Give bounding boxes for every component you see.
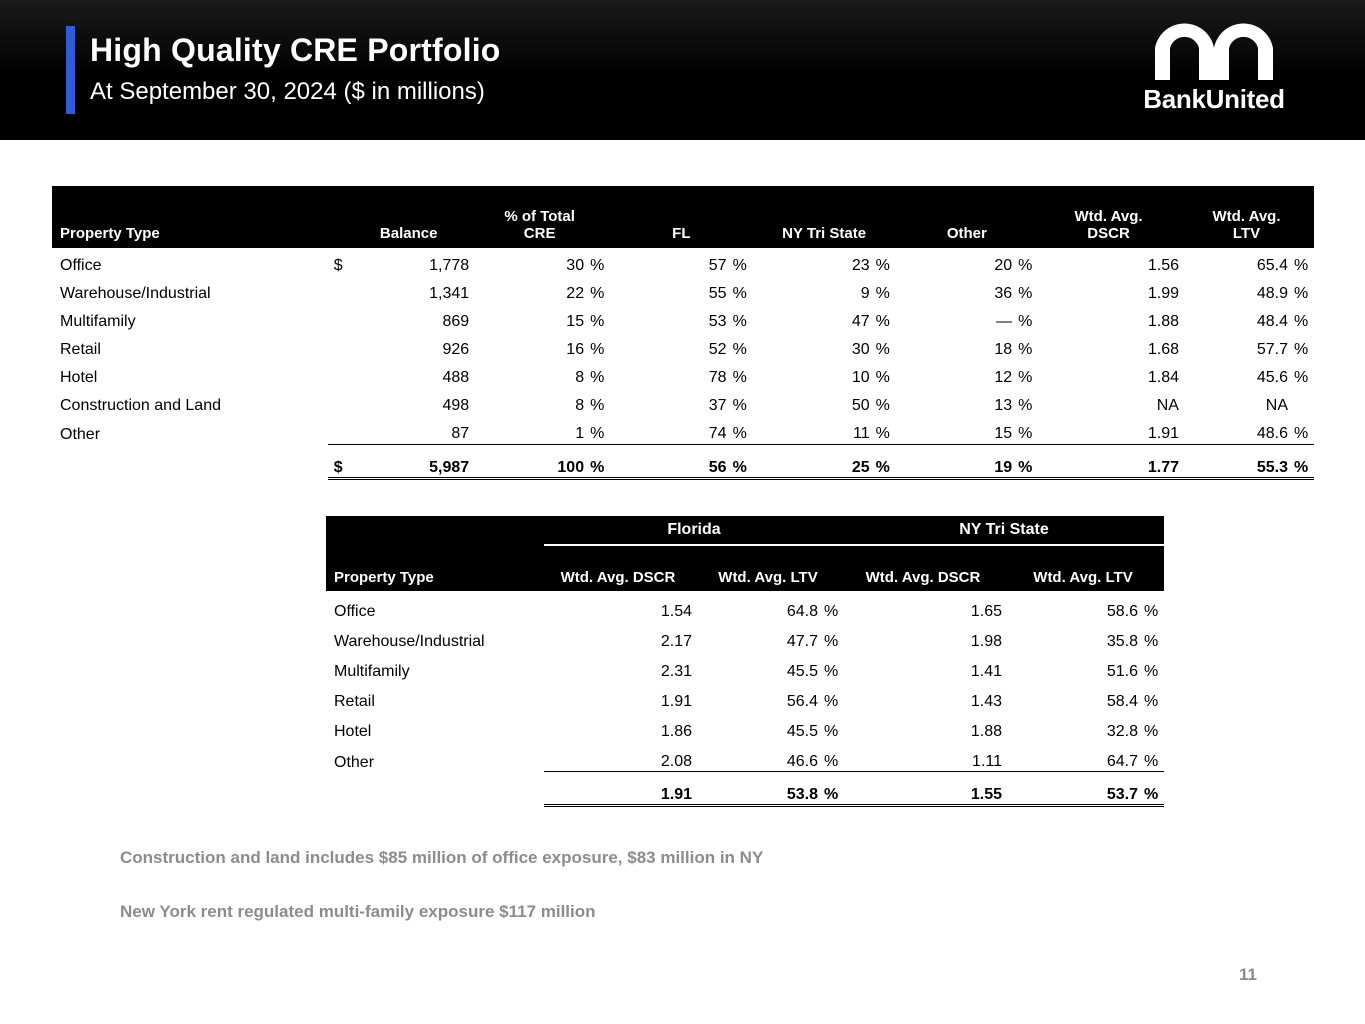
th-pct-total-cre	[469, 186, 610, 248]
cell-ny: 10 %	[851, 369, 890, 386]
cell-fl-dscr: 1.86	[660, 723, 692, 740]
table-row	[326, 741, 1164, 772]
regional-dscr-ltv-table	[326, 516, 1164, 807]
cell-dscr: 1.56	[1147, 257, 1179, 274]
cell-fl: 74 %	[708, 425, 747, 442]
table-row	[326, 711, 1164, 741]
cell-ltv: 57.7 %	[1256, 341, 1309, 358]
table-row	[52, 304, 1314, 332]
table2-group-header-row	[326, 516, 1164, 545]
row-label: Office	[334, 603, 376, 620]
page-title: High Quality CRE Portfolio	[90, 32, 501, 68]
cell-ny-dscr: 1.88	[970, 723, 1002, 740]
cell-ny-dscr: 1.65	[970, 603, 1002, 620]
cell-dscr: 1.68	[1147, 341, 1179, 358]
cell-ny-ltv: 64.7 %	[1106, 753, 1159, 770]
table2-total-row	[326, 772, 1164, 806]
currency-symbol	[328, 332, 348, 360]
slide-header	[0, 0, 1365, 140]
cell-other: 18 %	[994, 341, 1033, 358]
th2-ny-dscr-line1: Wtd. Avg.	[865, 568, 934, 586]
table-row	[326, 681, 1164, 711]
cell-fl: 37 %	[708, 397, 747, 414]
currency-symbol	[328, 276, 348, 304]
cre-portfolio-summary-table	[52, 186, 1314, 480]
currency-symbol	[328, 360, 348, 388]
row-label: Other	[334, 753, 375, 771]
bankunited-logo	[1129, 18, 1299, 123]
th-ltv-line1: Wtd. Avg.	[1212, 207, 1281, 225]
cell-pct-cre: 22 %	[566, 285, 605, 302]
cell-fl-ltv: 47.7 %	[786, 633, 839, 650]
cell-fl: 52 %	[708, 341, 747, 358]
cell-other: 20 %	[994, 257, 1033, 274]
cell-balance: 488	[442, 369, 470, 386]
th-other: Other	[896, 186, 1038, 248]
total-pct-cre: 100 %	[469, 445, 610, 479]
footnote-rent-regulated: New York rent regulated multi-family exposure $117 million	[120, 902, 596, 921]
cell-pct-cre: 8 %	[575, 369, 605, 386]
row-label: Retail	[60, 341, 101, 358]
th2-fl-dscr-line1: Wtd. Avg.	[560, 568, 629, 586]
table-row	[52, 332, 1314, 360]
cell-other: — %	[996, 313, 1033, 330]
cell-fl: 78 %	[708, 369, 747, 386]
th-fl: FL	[610, 186, 752, 248]
table-row	[52, 388, 1314, 416]
row-label: Retail	[334, 693, 375, 710]
cell-ny-ltv: 58.6 %	[1106, 603, 1159, 620]
cell-pct-cre: 8 %	[575, 397, 605, 414]
cell-ltv: 48.6 %	[1256, 425, 1309, 442]
cell-balance: 869	[442, 313, 470, 330]
cell-dscr: 1.91	[1147, 425, 1179, 442]
cell-pct-cre: 15 %	[566, 313, 605, 330]
total-fl-ltv: 53.8 %	[692, 772, 844, 806]
cell-ny: 23 %	[851, 257, 890, 274]
cell-ny-ltv: 51.6 %	[1106, 663, 1159, 680]
cell-fl-ltv: 45.5 %	[786, 723, 839, 740]
th-ny-tri-state: NY Tri State	[753, 186, 896, 248]
page-number: 11	[1239, 965, 1257, 984]
table-row	[326, 621, 1164, 651]
cell-fl-dscr: 2.17	[660, 633, 692, 650]
total-fl: 56 %	[610, 445, 752, 479]
currency-symbol	[328, 304, 348, 332]
page-subtitle: At September 30, 2024 ($ in millions)	[90, 78, 485, 105]
arches-icon	[1155, 18, 1273, 80]
cell-other: 13 %	[994, 397, 1033, 414]
th-balance: Balance	[348, 186, 469, 248]
table-row	[52, 276, 1314, 304]
table1-total-row	[52, 445, 1314, 479]
table2-header-row	[326, 545, 1164, 591]
cell-balance: 1,778	[429, 257, 470, 274]
group-florida: Florida	[544, 516, 844, 545]
total-other: 19 %	[896, 445, 1038, 479]
total-currency-symbol: $	[328, 445, 348, 479]
cell-fl-ltv: 64.8 %	[786, 603, 839, 620]
footnote-construction-land: Construction and land includes $85 million of office exposure, $83 million in NY	[120, 848, 764, 867]
header-accent-bar	[66, 26, 75, 114]
th-wtd-avg-dscr	[1038, 186, 1179, 248]
row-label: Warehouse/Industrial	[334, 633, 485, 650]
cell-fl-dscr: 2.31	[660, 663, 692, 680]
cell-fl-ltv: 46.6 %	[786, 753, 839, 770]
th-ltv-line2: LTV	[1232, 224, 1261, 242]
table-row	[52, 248, 1314, 276]
cell-other: 15 %	[994, 425, 1033, 442]
cell-dscr: 1.99	[1147, 285, 1179, 302]
cell-ltv: 48.4 %	[1256, 313, 1309, 330]
cell-ltv: NA	[1265, 397, 1288, 414]
cell-ltv: 45.6 %	[1256, 369, 1309, 386]
total-balance: 5,987	[348, 445, 469, 479]
cell-dscr: 1.88	[1147, 313, 1179, 330]
row-label: Hotel	[334, 723, 372, 740]
total-label	[326, 772, 544, 806]
table-row	[52, 416, 1314, 445]
total-label	[52, 445, 328, 479]
cell-fl: 55 %	[708, 285, 747, 302]
cell-ny-ltv: 58.4 %	[1106, 693, 1159, 710]
th-pct-total-cre-line2: CRE	[523, 224, 556, 242]
cell-ny: 50 %	[851, 397, 890, 414]
cell-balance: 926	[442, 341, 470, 358]
th-pct-total-cre-line1: % of Total	[504, 207, 575, 225]
cell-fl-dscr: 1.91	[660, 693, 692, 710]
cell-fl-dscr: 2.08	[660, 753, 692, 770]
cell-dscr: NA	[1156, 397, 1179, 414]
cell-pct-cre: 16 %	[566, 341, 605, 358]
row-label: Multifamily	[334, 663, 410, 680]
currency-symbol	[328, 388, 348, 416]
cell-ny-dscr: 1.98	[970, 633, 1002, 650]
cell-balance: 1,341	[429, 285, 470, 302]
row-label: Office	[60, 257, 102, 274]
cell-fl: 53 %	[708, 313, 747, 330]
cell-ny-dscr: 1.43	[970, 693, 1002, 710]
cell-balance: 498	[442, 397, 470, 414]
group-ny-tri-state: NY Tri State	[844, 516, 1164, 545]
cell-fl-ltv: 56.4 %	[786, 693, 839, 710]
cell-pct-cre: 1 %	[575, 425, 605, 442]
th2-ny-dscr-line2: DSCR	[937, 568, 981, 586]
table-row	[326, 591, 1164, 621]
th2-property-type: Property Type	[326, 545, 544, 591]
row-label: Hotel	[60, 369, 98, 386]
row-label: Multifamily	[60, 313, 136, 330]
cell-other: 12 %	[994, 369, 1033, 386]
cell-fl-ltv: 45.5 %	[786, 663, 839, 680]
total-dscr: 1.77	[1038, 445, 1179, 479]
cell-ny-dscr: 1.11	[972, 753, 1002, 770]
th2-fl-dscr-line2: DSCR	[632, 568, 676, 586]
row-label: Construction and Land	[60, 397, 221, 414]
table-row	[52, 360, 1314, 388]
cell-ltv: 48.9 %	[1256, 285, 1309, 302]
total-ny-ltv: 53.7 %	[1002, 772, 1164, 806]
cell-ny-ltv: 35.8 %	[1106, 633, 1159, 650]
cell-other: 36 %	[994, 285, 1033, 302]
cell-balance: 87	[451, 425, 470, 442]
row-label: Warehouse/Industrial	[60, 285, 211, 302]
total-fl-dscr: 1.91	[544, 772, 692, 806]
cell-ny: 30 %	[851, 341, 890, 358]
total-ny: 25 %	[753, 445, 896, 479]
cell-fl-dscr: 1.54	[660, 603, 692, 620]
cell-dscr: 1.84	[1147, 369, 1179, 386]
cell-ny-ltv: 32.8 %	[1106, 723, 1159, 740]
currency-symbol	[328, 416, 348, 445]
th-wtd-avg-ltv	[1179, 186, 1314, 248]
th-dscr-line1: Wtd. Avg.	[1074, 207, 1143, 225]
cell-ny-dscr: 1.41	[970, 663, 1002, 680]
currency-symbol: $	[333, 257, 343, 274]
cell-ny: 9 %	[860, 285, 890, 302]
cell-ny: 47 %	[851, 313, 890, 330]
th2-ny-ltv: Wtd. Avg. LTV	[1002, 545, 1164, 591]
row-label: Other	[60, 425, 101, 443]
cell-ltv: 65.4 %	[1256, 257, 1309, 274]
total-ny-dscr: 1.55	[844, 772, 1002, 806]
total-ltv: 55.3 %	[1179, 445, 1314, 479]
cell-fl: 57 %	[708, 257, 747, 274]
th2-fl-ltv: Wtd. Avg. LTV	[692, 545, 844, 591]
table1-header-row	[52, 186, 1314, 248]
cell-pct-cre: 30 %	[566, 257, 605, 274]
group-spacer	[326, 516, 544, 545]
cell-ny: 11 %	[853, 425, 890, 442]
th2-ny-dscr	[844, 545, 1002, 591]
logo-wordmark: BankUnited	[1143, 84, 1285, 114]
th-property-type: Property Type	[52, 186, 348, 248]
th-dscr-line2: DSCR	[1087, 224, 1130, 242]
th2-fl-dscr	[544, 545, 692, 591]
table-row	[326, 651, 1164, 681]
